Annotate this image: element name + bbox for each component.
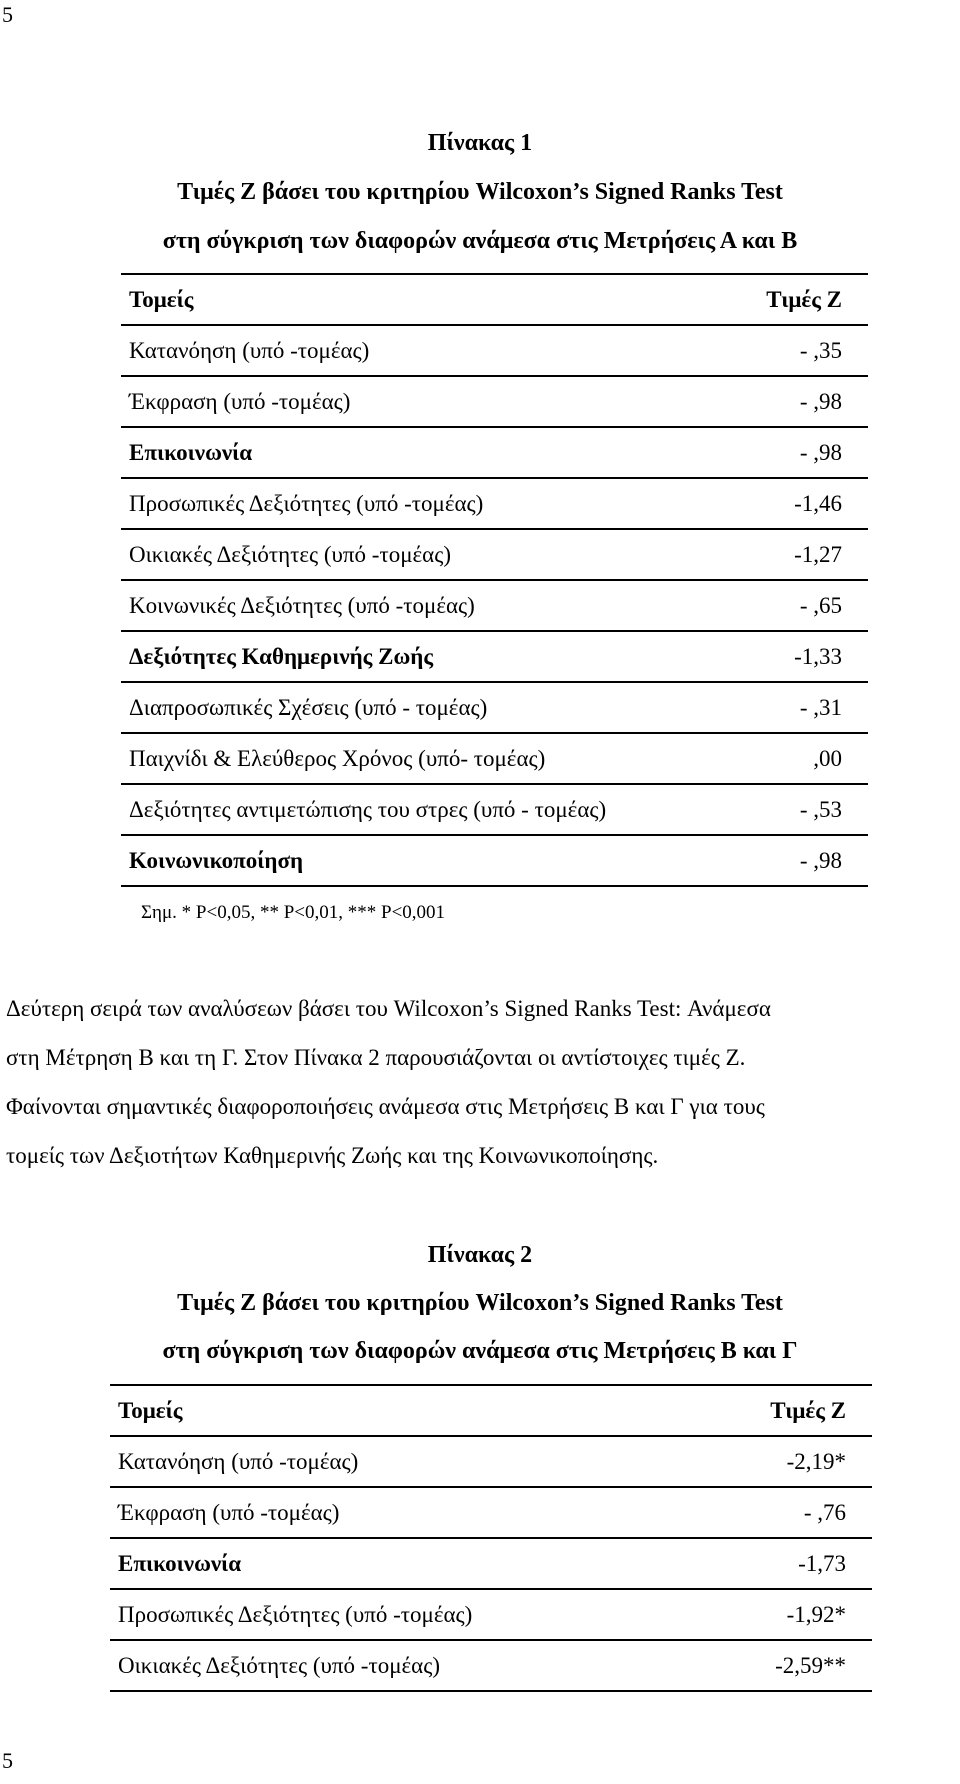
row-z-value: -2,19* <box>698 1436 872 1487</box>
row-z-value: - ,65 <box>732 580 868 631</box>
row-z-value: -1,33 <box>732 631 868 682</box>
table-row <box>121 376 868 427</box>
row-z-value: - ,31 <box>732 682 868 733</box>
row-sector: Κατανόηση (υπό -τομέας) <box>121 325 732 376</box>
table-header-row <box>110 1385 872 1436</box>
table-row <box>110 1436 872 1487</box>
table-row <box>110 1589 872 1640</box>
row-sector: Επικοινωνία <box>110 1538 698 1589</box>
table-row <box>121 478 868 529</box>
row-z-value: - ,35 <box>732 325 868 376</box>
row-z-value: -1,46 <box>732 478 868 529</box>
row-sector: Οικιακές Δεξιότητες (υπό -τομέας) <box>110 1640 698 1691</box>
header-sector: Τομείς <box>121 274 732 325</box>
table-row <box>110 1538 872 1589</box>
table2-title: Πίνακας 2 <box>427 1242 533 1268</box>
row-sector: Προσωπικές Δεξιότητες (υπό -τομέας) <box>121 478 732 529</box>
header-sector: Τομείς <box>110 1385 698 1436</box>
table-row <box>121 580 868 631</box>
table1-note: Σημ. * P<0,05, ** P<0,01, *** P<0,001 <box>141 902 446 923</box>
row-z-value: - ,76 <box>698 1487 872 1538</box>
row-z-value: - ,53 <box>732 784 868 835</box>
table-row <box>110 1487 872 1538</box>
row-sector: Έκφραση (υπό -τομέας) <box>110 1487 698 1538</box>
paragraph-line-3: Φαίνονται σημαντικές διαφοροποιήσεις ανάμεσα στις Μετρήσεις Β και Γ για τους <box>6 1094 765 1119</box>
table-row <box>121 784 868 835</box>
header-value: Τιμές Ζ <box>732 274 868 325</box>
paragraph-line-1: Δεύτερη σειρά των αναλύσεων βάσει του Wilcoxon’s Signed Ranks Test: Ανάμεσα <box>6 996 771 1021</box>
table-row <box>121 427 868 478</box>
table-row <box>121 835 868 886</box>
table2-subtitle-line2: στη σύγκριση των διαφορών ανάμεσα στις Μετρήσεις Β και Γ <box>162 1338 798 1364</box>
row-z-value: - ,98 <box>732 376 868 427</box>
paragraph-line-4: τομείς των Δεξιοτήτων Καθημερινής Ζωής και της Κοινωνικοποίησης. <box>6 1143 659 1168</box>
row-sector: Κοινωνικοποίηση <box>121 835 732 886</box>
table-row <box>121 631 868 682</box>
row-sector: Διαπροσωπικές Σχέσεις (υπό - τομέας) <box>121 682 732 733</box>
table-row <box>121 529 868 580</box>
table2 <box>110 1384 872 1692</box>
table-row <box>121 733 868 784</box>
row-sector: Προσωπικές Δεξιότητες (υπό -τομέας) <box>110 1589 698 1640</box>
body-paragraph <box>6 984 956 1180</box>
page-number-bottom: 5 <box>2 1748 13 1773</box>
row-sector: Κοινωνικές Δεξιότητες (υπό -τομέας) <box>121 580 732 631</box>
row-sector: Παιχνίδι & Ελεύθερος Χρόνος (υπό- τομέας) <box>121 733 732 784</box>
paragraph-line-2: στη Μέτρηση Β και τη Γ. Στον Πίνακα 2 παρουσιάζονται οι αντίστοιχες τιμές Ζ. <box>6 1045 746 1070</box>
row-z-value: -1,73 <box>698 1538 872 1589</box>
header-value: Τιμές Ζ <box>698 1385 872 1436</box>
table-row <box>121 325 868 376</box>
row-sector: Οικιακές Δεξιότητες (υπό -τομέας) <box>121 529 732 580</box>
row-sector: Δεξιότητες Καθημερινής Ζωής <box>121 631 732 682</box>
row-z-value: -2,59** <box>698 1640 872 1691</box>
row-sector: Κατανόηση (υπό -τομέας) <box>110 1436 698 1487</box>
table1-subtitle-line1: Τιμές Ζ βάσει του κριτηρίου Wilcoxon’s Signed Ranks Test <box>177 179 783 205</box>
table-header-row <box>121 274 868 325</box>
table1-title: Πίνακας 1 <box>427 130 533 156</box>
row-z-value: -1,92* <box>698 1589 872 1640</box>
row-z-value: - ,98 <box>732 835 868 886</box>
row-z-value: - ,98 <box>732 427 868 478</box>
table-row <box>110 1640 872 1691</box>
table1-subtitle-line2: στη σύγκριση των διαφορών ανάμεσα στις Μετρήσεις Α και Β <box>162 228 798 254</box>
table2-subtitle-line1: Τιμές Ζ βάσει του κριτηρίου Wilcoxon’s Signed Ranks Test <box>177 1290 783 1316</box>
table-row <box>121 682 868 733</box>
row-z-value: -1,27 <box>732 529 868 580</box>
page-number-top: 5 <box>2 2 13 27</box>
row-z-value: ,00 <box>732 733 868 784</box>
table1 <box>121 273 868 887</box>
row-sector: Επικοινωνία <box>121 427 732 478</box>
row-sector: Έκφραση (υπό -τομέας) <box>121 376 732 427</box>
row-sector: Δεξιότητες αντιμετώπισης του στρες (υπό - τομέας) <box>121 784 732 835</box>
